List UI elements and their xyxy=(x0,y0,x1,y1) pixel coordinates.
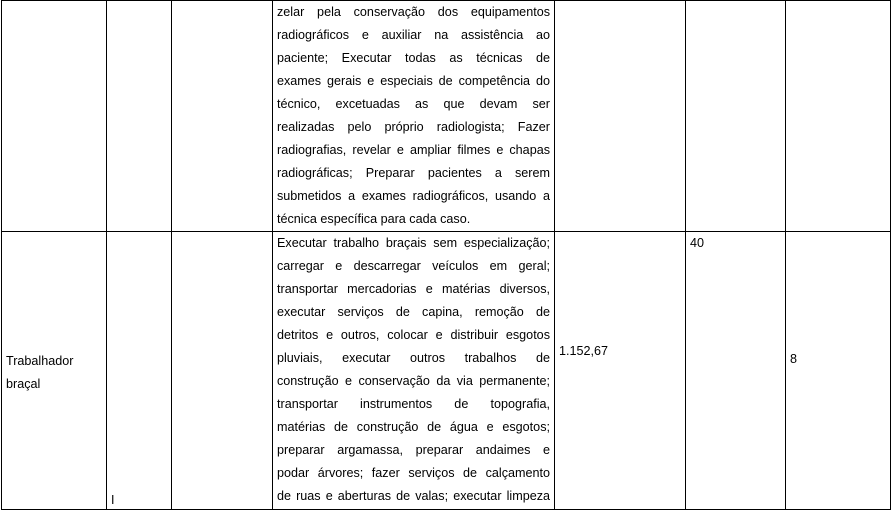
salary-value: 1.152,67 xyxy=(559,343,609,358)
job-title-line: Trabalhador xyxy=(6,353,74,368)
description-line: radiográficas; Preparar pacientes a serem xyxy=(277,166,550,180)
empty-cell xyxy=(172,232,273,510)
grade-cell xyxy=(107,232,172,510)
table-row xyxy=(2,232,891,510)
level-value: 8 xyxy=(790,351,798,366)
level-cell xyxy=(786,1,891,232)
description-line: submetidos a exames radiográficos, usando a xyxy=(277,189,550,203)
description-line: pluviais, executar outros trabalhos de xyxy=(277,351,550,365)
hours-value: 40 xyxy=(690,236,705,250)
description-line: podar árvores; fazer serviços de calçamento xyxy=(277,466,550,480)
description-line: transportar instrumentos de topografia, xyxy=(277,397,550,411)
empty-cell xyxy=(172,1,273,232)
job-title-cell xyxy=(2,232,107,510)
description-line: radiografias, revelar e ampliar filmes e chapas xyxy=(277,143,550,157)
description-line: paciente; Executar todas as técnicas de xyxy=(277,51,550,65)
grade-value: I xyxy=(111,493,115,507)
description-line: zelar pela conservação dos equipamentos xyxy=(277,5,550,19)
description-line: transportar mercadorias e matérias diversos, xyxy=(277,282,550,296)
description-line: matérias de construção de água e esgotos; xyxy=(277,420,550,434)
job-title xyxy=(6,346,102,396)
salary-cell xyxy=(555,232,686,510)
description-line: radiográficos e auxiliar na assistência ao xyxy=(277,28,550,42)
job-title-cell xyxy=(2,1,107,232)
description-line: executar serviços de capina, remoção de xyxy=(277,305,550,319)
description-cell xyxy=(273,1,555,232)
description-line: construção e conservação da via permanente; xyxy=(277,374,550,388)
description-line: carregar e descarregar veículos em geral; xyxy=(277,259,550,273)
grade-cell xyxy=(107,1,172,232)
hours-cell xyxy=(686,232,786,510)
job-description-table xyxy=(1,0,891,510)
table-row xyxy=(2,1,891,232)
description-line: preparar argamassa, preparar andaimes e xyxy=(277,443,550,457)
hours-cell xyxy=(686,1,786,232)
description-line: técnica específica para cada caso. xyxy=(277,212,471,226)
description-line: de ruas e aberturas de valas; executar limpeza xyxy=(277,489,550,503)
description-line: detritos e outros, colocar e distribuir esgotos xyxy=(277,328,550,342)
description-cell xyxy=(273,232,555,510)
description-line: técnico, excetuadas as que devam ser xyxy=(277,97,550,111)
job-title-line: braçal xyxy=(6,376,41,391)
description-line: exames gerais e especiais de competência do xyxy=(277,74,550,88)
description-line: realizadas pelo próprio radiologista; Fazer xyxy=(277,120,550,134)
level-cell xyxy=(786,232,891,510)
salary-cell xyxy=(555,1,686,232)
description-line: Executar trabalho braçais sem especialização; xyxy=(277,236,550,250)
